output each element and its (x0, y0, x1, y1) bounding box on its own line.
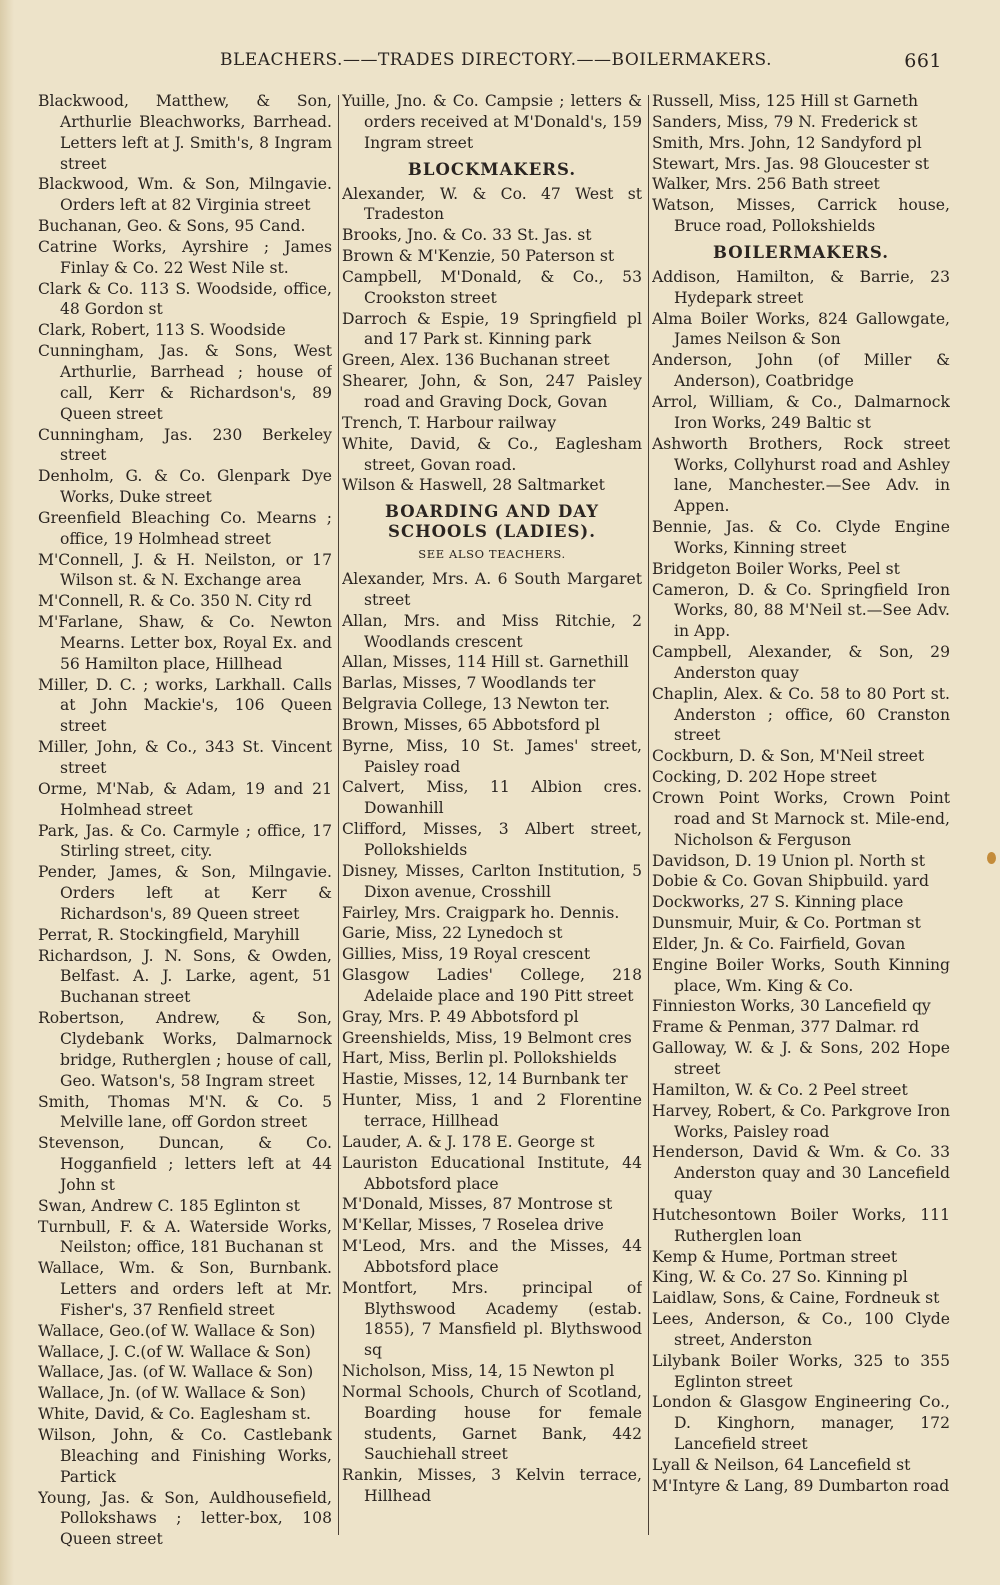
directory-entry: Wallace, Jn. (of W. Wallace & Son) (38, 1384, 306, 1403)
directory-entry: Smith, Thomas M'N. & Co. 5 Melville lane, off Gordon street (38, 1092, 332, 1132)
directory-entry: Greenfield Bleaching Co. Mearns ; office, 19 Holmhead street (38, 508, 332, 548)
directory-entry: Alexander, Mrs. A. 6 South Margaret street (342, 570, 642, 609)
directory-entry: M'Connell, J. & H. Neilston, or 17 Wilson st. & N. Exchange area (38, 550, 332, 590)
directory-entry: Russell, Miss, 125 Hill st Garneth (652, 92, 919, 110)
directory-entry: Miller, John, & Co., 343 St. Vincent street (38, 738, 332, 777)
directory-entry: Swan, Andrew C. 185 Eglinton st (38, 1196, 300, 1215)
section-heading: BOILERMAKERS. (712, 242, 889, 262)
directory-entry: Addison, Hamilton, & Barrie, 23 Hydepark street (652, 267, 950, 307)
directory-entry: Wilson, John, & Co. Castlebank Bleaching and Finishing Works, Partick (38, 1426, 332, 1486)
directory-entry: Brooks, Jno. & Co. 33 St. Jas. st (342, 226, 592, 245)
column-divider (338, 95, 339, 1535)
directory-entry: Brown & M'Kenzie, 50 Paterson st (342, 247, 615, 266)
directory-entry: Finnieston Works, 30 Lancefield qy (652, 997, 931, 1016)
directory-entry: M'Connell, R. & Co. 350 N. City rd (38, 592, 312, 611)
directory-entry: Disney, Misses, Carlton Institution, 5 Dixon avenue, Crosshill (342, 861, 642, 901)
directory-entry: Brown, Misses, 65 Abbotsford pl (342, 715, 600, 734)
directory-entry: Wallace, Geo.(of W. Wallace & Son) (38, 1321, 316, 1340)
directory-entry: Hunter, Miss, 1 and 2 Florentine terrace, Hillhead (342, 1091, 642, 1130)
directory-entry: Calvert, Miss, 11 Albion cres. Dowanhill (342, 778, 642, 818)
directory-entry: Allan, Misses, 114 Hill st. Garnethill (342, 653, 629, 672)
directory-entry: Wallace, Jas. (of W. Wallace & Son) (38, 1363, 314, 1382)
directory-entry: Trench, T. Harbour railway (342, 413, 557, 432)
directory-entry: Alma Boiler Works, 824 Gallowgate, James Neilson & Son (652, 309, 950, 349)
directory-entry: Hutchesontown Boiler Works, 111 Rutherglen loan (652, 1205, 950, 1245)
directory-entry: M'Farlane, Shaw, & Co. Newton Mearns. Letter box, Royal Ex. and 56 Hamilton place, Hillhead (38, 613, 332, 673)
directory-entry: Lauder, A. & J. 178 E. George st (342, 1132, 595, 1151)
directory-entry: Harvey, Robert, & Co. Parkgrove Iron Works, Paisley road (652, 1101, 950, 1141)
directory-entry: Young, Jas. & Son, Auldhousefield, Pollokshaws ; letter-box, 108 Queen street (38, 1488, 332, 1549)
directory-column-3 (652, 91, 950, 1557)
directory-entry: Cunningham, Jas. & Sons, West Arthurlie, Barrhead ; house of call, Kerr & Richardson's, 89 Queen street (38, 342, 332, 423)
directory-entry: Yuille, Jno. & Co. Campsie ; letters & orders received at M'Donald's, 159 Ingram street (342, 92, 642, 152)
directory-entry: Watson, Misses, Carrick house, Bruce road, Pollokshields (652, 196, 950, 236)
directory-entry: Stevenson, Duncan, & Co. Hogganfield ; letters left at 44 John st (38, 1134, 332, 1194)
paper-stain (987, 852, 996, 864)
directory-entry: Clifford, Misses, 3 Albert street, Pollokshields (342, 820, 642, 859)
directory-entry: Davidson, D. 19 Union pl. North st (652, 851, 926, 870)
directory-entry: Nicholson, Miss, 14, 15 Newton pl (342, 1362, 615, 1381)
page-binding-edge (0, 0, 14, 1585)
directory-entry: Hastie, Misses, 12, 14 Burnbank ter (342, 1070, 628, 1089)
directory-entry: Green, Alex. 136 Buchanan street (342, 351, 610, 370)
directory-entry: Pender, James, & Son, Milngavie. Orders left at Kerr & Richardson's, 89 Queen street (38, 863, 332, 923)
directory-entry: London & Glasgow Engineering Co., D. Kinghorn, manager, 172 Lancefield street (652, 1393, 950, 1454)
directory-entry: M'Kellar, Misses, 7 Roselea drive (342, 1216, 604, 1235)
directory-entry: M'Intyre & Lang, 89 Dumbarton road (652, 1476, 950, 1495)
directory-entry: Ashworth Brothers, Rock street Works, Collyhurst road and Ashley lane, Manchester.—See Adv. in Appen. (652, 434, 950, 516)
directory-entry: Wallace, Wm. & Son, Burnbank. Letters and orders left at Mr. Fisher's, 37 Renfield street (38, 1259, 332, 1319)
directory-entry: Byrne, Miss, 10 St. James' street, Paisley road (342, 736, 642, 776)
directory-entry: Kemp & Hume, Portman street (652, 1247, 898, 1266)
directory-entry: Crown Point Works, Crown Point road and St Marnock st. Mile-end, Nicholson & Ferguson (652, 789, 950, 849)
directory-entry: Dunsmuir, Muir, & Co. Portman st (652, 914, 921, 933)
section-heading: BOARDING AND DAY SCHOOLS (LADIES). (384, 502, 600, 542)
directory-entry: Barlas, Misses, 7 Woodlands ter (342, 674, 596, 693)
section-heading: BLOCKMAKERS. (407, 159, 577, 179)
directory-entry: Chaplin, Alex. & Co. 58 to 80 Port st. Anderston ; office, 60 Cranston street (652, 684, 950, 745)
page-header (40, 50, 960, 76)
directory-entry: Bennie, Jas. & Co. Clyde Engine Works, Kinning street (652, 518, 950, 557)
directory-entry: Laidlaw, Sons, & Caine, Fordneuk st (652, 1289, 940, 1308)
directory-entry: Belgravia College, 13 Newton ter. (342, 695, 610, 714)
directory-entry: Cameron, D. & Co. Springfield Iron Works, 80, 88 M'Neil st.—See Adv. in App. (652, 580, 950, 641)
section-subheading: SEE ALSO TEACHERS. (418, 547, 566, 562)
directory-entry: Buchanan, Geo. & Sons, 95 Cand. (38, 217, 306, 236)
directory-entry: Wilson & Haswell, 28 Saltmarket (342, 476, 605, 495)
directory-entry: Galloway, W. & J. & Sons, 202 Hope street (652, 1039, 950, 1078)
directory-column-2 (342, 91, 642, 1557)
directory-entry: Turnbull, F. & A. Waterside Works, Neilston; office, 181 Buchanan st (38, 1217, 332, 1257)
directory-entry: Denholm, G. & Co. Glenpark Dye Works, Duke street (38, 467, 332, 507)
directory-entry: Frame & Penman, 377 Dalmar. rd (652, 1018, 920, 1037)
directory-entry: Greenshields, Miss, 19 Belmont cres (342, 1028, 632, 1047)
directory-entry: Engine Boiler Works, South Kinning place, Wm. King & Co. (652, 955, 950, 995)
directory-entry: Perrat, R. Stockingfield, Maryhill (38, 925, 300, 944)
directory-entry: Campbell, M'Donald, & Co., 53 Crookston street (342, 267, 642, 307)
directory-entry: White, David, & Co., Eaglesham street, Govan road. (342, 434, 642, 474)
directory-entry: Orme, M'Nab, & Adam, 19 and 21 Holmhead street (38, 779, 332, 819)
directory-entry: White, David, & Co. Eaglesham st. (38, 1405, 311, 1424)
directory-entry: Miller, D. C. ; works, Larkhall. Calls at John Mackie's, 106 Queen street (38, 675, 332, 736)
directory-entry: Stewart, Mrs. Jas. 98 Gloucester st (652, 154, 930, 173)
directory-entry: Normal Schools, Church of Scotland, Boarding house for female students, Garnet Bank, 442 Sauchiehall street (342, 1382, 642, 1464)
directory-entry: Allan, Mrs. and Miss Ritchie, 2 Woodlands crescent (342, 611, 642, 651)
directory-entry: Clark & Co. 113 S. Woodside, office, 48 Gordon st (38, 279, 332, 319)
directory-entry: Smith, Mrs. John, 12 Sandyford pl (652, 133, 922, 152)
running-title: BLEACHERS.——TRADES DIRECTORY.——BOILERMAKERS. (220, 50, 773, 70)
directory-entry: Elder, Jn. & Co. Fairfield, Govan (652, 934, 906, 953)
directory-entry: Lees, Anderson, & Co., 100 Clyde street, Anderston (652, 1310, 950, 1349)
directory-entry: M'Donald, Misses, 87 Montrose st (342, 1195, 613, 1214)
directory-entry: Sanders, Miss, 79 N. Frederick st (652, 112, 918, 131)
directory-entry: Rankin, Misses, 3 Kelvin terrace, Hillhead (342, 1466, 642, 1506)
directory-entry: Garie, Miss, 22 Lynedoch st (342, 924, 563, 943)
directory-entry: Dobie & Co. Govan Shipbuild. yard (652, 872, 929, 891)
directory-entry: Fairley, Mrs. Craigpark ho. Dennis. (342, 903, 620, 922)
column-divider (648, 95, 649, 1535)
directory-entry: Cocking, D. 202 Hope street (652, 768, 877, 787)
directory-entry: Glasgow Ladies' College, 218 Adelaide place and 190 Pitt street (342, 966, 642, 1005)
directory-entry: Richardson, J. N. Sons, & Owden, Belfast. A. J. Larke, agent, 51 Buchanan street (38, 946, 332, 1007)
directory-entry: Shearer, John, & Son, 247 Paisley road and Graving Dock, Govan (342, 372, 642, 411)
directory-entry: Anderson, John (of Miller & Anderson), Coatbridge (652, 351, 950, 391)
directory-entry: Cockburn, D. & Son, M'Neil street (652, 747, 925, 766)
directory-entry: Darroch & Espie, 19 Springfield pl and 17 Park st. Kinning park (342, 309, 642, 349)
page-number: 661 (904, 50, 942, 72)
directory-entry: Blackwood, Matthew, & Son, Arthurlie Bleachworks, Barrhead. Letters left at J. Smith's, 8 Ingram street (38, 92, 332, 173)
directory-entry: Clark, Robert, 113 S. Woodside (38, 321, 286, 340)
directory-entry: Blackwood, Wm. & Son, Milngavie. Orders left at 82 Virginia street (38, 175, 332, 215)
directory-entry: Park, Jas. & Co. Carmyle ; office, 17 Stirling street, city. (38, 821, 332, 861)
directory-entry: Robertson, Andrew, & Son, Clydebank Works, Dalmarnock bridge, Rutherglen ; house of call, Geo. Watson's, 58 Ingram street (38, 1009, 332, 1090)
directory-entry: Montfort, Mrs. principal of Blythswood Academy (estab. 1855), 7 Mansfield pl. Blythswood sq (342, 1278, 642, 1360)
directory-entry: Cunningham, Jas. 230 Berkeley street (38, 425, 332, 465)
directory-entry: Alexander, W. & Co. 47 West st Tradeston (342, 184, 642, 224)
directory-entry: Gillies, Miss, 19 Royal crescent (342, 945, 591, 964)
directory-entry: Arrol, William, & Co., Dalmarnock Iron Works, 249 Baltic st (652, 392, 950, 432)
directory-entry: Henderson, David & Wm. & Co. 33 Anderston quay and 30 Lancefield quay (652, 1143, 950, 1204)
directory-entry: Hart, Miss, Berlin pl. Pollokshields (342, 1049, 617, 1068)
directory-column-1 (38, 91, 332, 1557)
directory-entry: Campbell, Alexander, & Son, 29 Anderston quay (652, 643, 950, 682)
directory-entry: Lauriston Educational Institute, 44 Abbotsford place (342, 1153, 642, 1193)
directory-entry: King, W. & Co. 27 So. Kinning pl (652, 1268, 908, 1287)
directory-entry: Dockworks, 27 S. Kinning place (652, 893, 904, 912)
directory-entry: Lyall & Neilson, 64 Lancefield st (652, 1456, 911, 1474)
directory-entry: Hamilton, W. & Co. 2 Peel street (652, 1080, 908, 1099)
directory-entry: Wallace, J. C.(of W. Wallace & Son) (38, 1342, 312, 1361)
directory-entry: Catrine Works, Ayrshire ; James Finlay & Co. 22 West Nile st. (38, 237, 332, 277)
directory-entry: Walker, Mrs. 256 Bath street (652, 175, 880, 194)
directory-entry: Lilybank Boiler Works, 325 to 355 Eglinton street (652, 1351, 950, 1391)
directory-entry: Gray, Mrs. P. 49 Abbotsford pl (342, 1007, 579, 1026)
directory-entry: M'Leod, Mrs. and the Misses, 44 Abbotsford place (342, 1237, 642, 1276)
directory-entry: Bridgeton Boiler Works, Peel st (652, 559, 900, 578)
